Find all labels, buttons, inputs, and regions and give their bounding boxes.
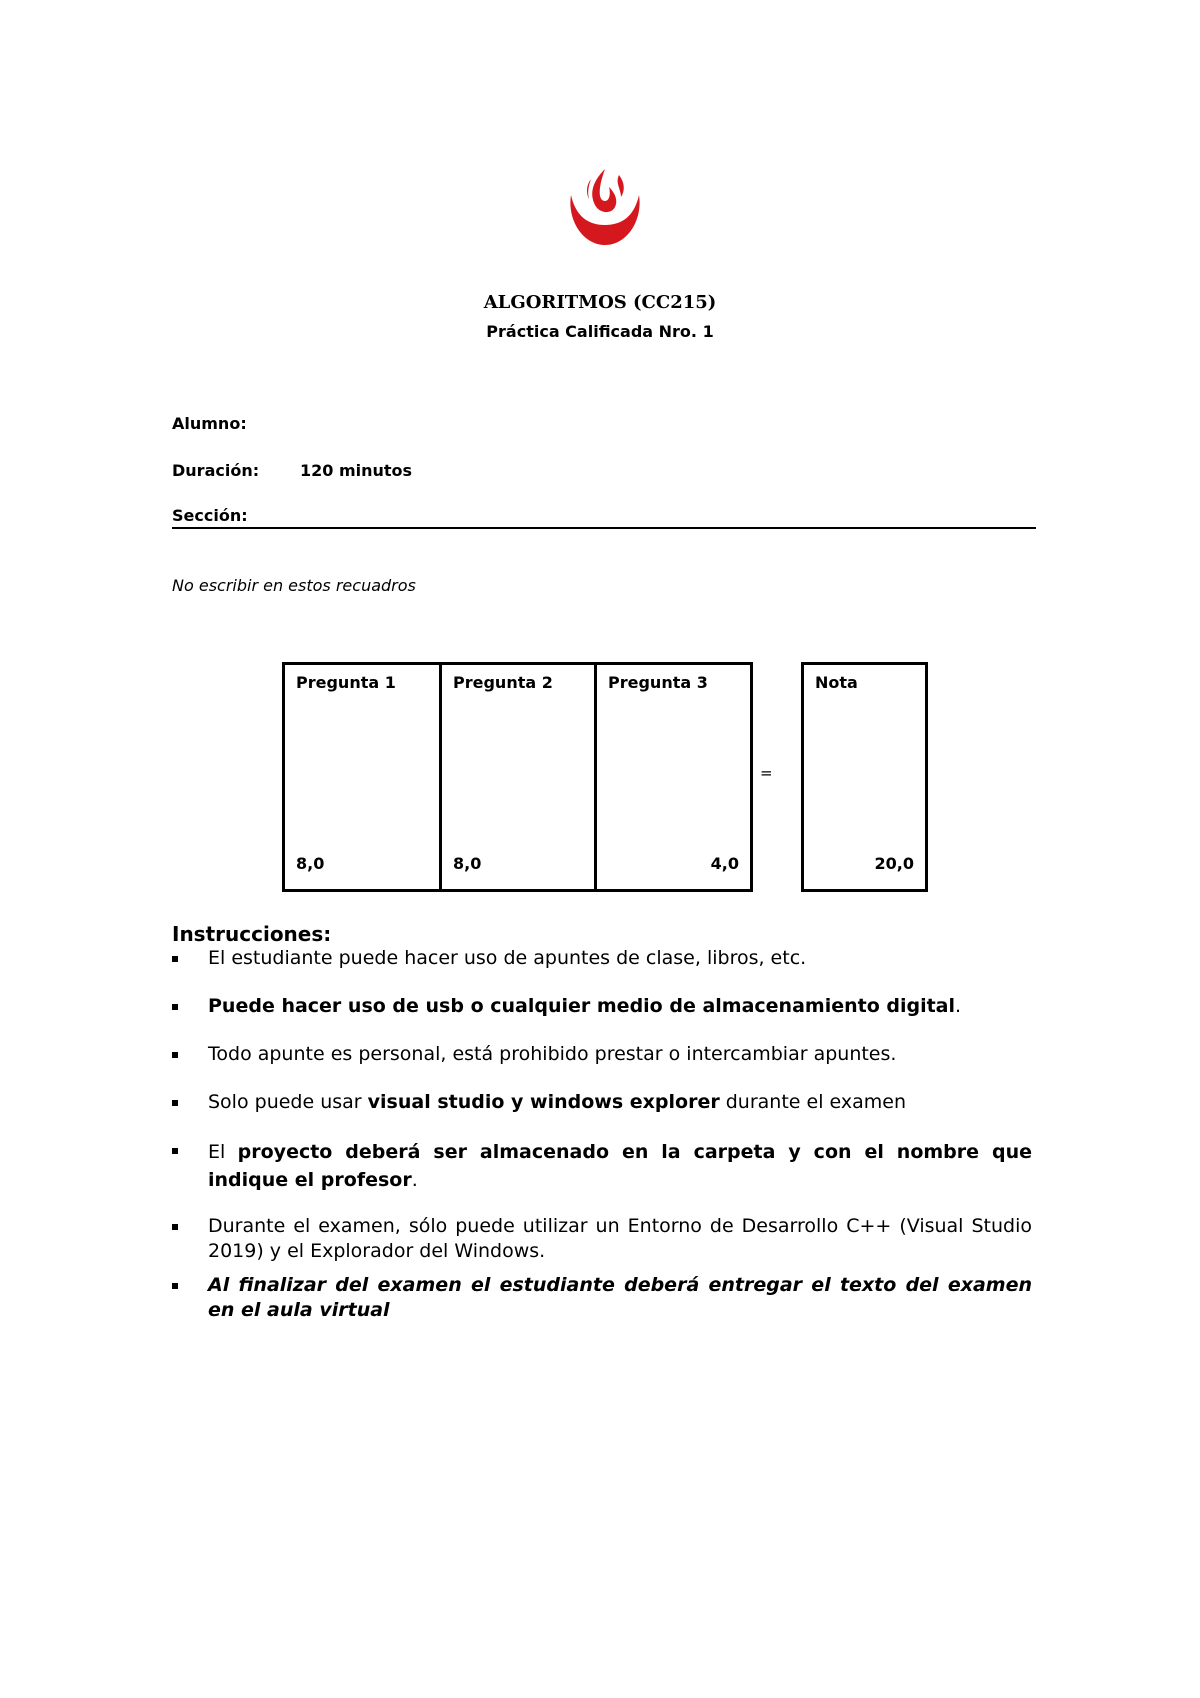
instructions-list [172, 946, 1032, 1323]
alumno-label: Alumno: [172, 414, 247, 433]
duracion-label: Duración: [172, 461, 260, 480]
exam-subtitle: Práctica Calificada Nro. 1 [486, 322, 714, 341]
instruction-item: Todo apunte es personal, está prohibido prestar o intercambiar apuntes. [172, 1042, 1032, 1067]
equals-sign: = [760, 764, 773, 782]
instructions-title: Instrucciones: [172, 922, 332, 946]
seccion-label: Sección: [172, 506, 248, 525]
score-box-label: Nota [815, 673, 858, 692]
instruction-item: Durante el examen, sólo puede utilizar un Entorno de Desarrollo C++ (Visual Studio 2019) y el Explorador del Windows. [172, 1214, 1032, 1264]
bullet-icon [172, 1148, 178, 1154]
header-divider [172, 527, 1036, 529]
instruction-item: Puede hacer uso de usb o cualquier medio de almacenamiento digital. [172, 994, 1032, 1019]
instruction-item: Al finalizar del examen el estudiante deberá entregar el texto del examen en el aula virtual [172, 1273, 1032, 1323]
score-box-max: 8,0 [296, 854, 325, 873]
bullet-icon [172, 1004, 178, 1010]
score-box-max: 8,0 [453, 854, 482, 873]
bullet-icon [172, 1100, 178, 1106]
score-box-label: Pregunta 2 [453, 673, 553, 692]
instruction-item: El estudiante puede hacer uso de apuntes de clase, libros, etc. [172, 946, 1032, 971]
grading-note: No escribir en estos recuadros [172, 576, 416, 595]
bullet-icon [172, 1283, 178, 1289]
score-box-pregunta-2 [439, 662, 597, 892]
score-box-label: Pregunta 1 [296, 673, 396, 692]
bullet-icon [172, 1224, 178, 1230]
duracion-value: 120 minutos [300, 461, 413, 480]
score-box-label: Pregunta 3 [608, 673, 708, 692]
bullet-icon [172, 956, 178, 962]
score-box-max: 20,0 [874, 854, 914, 873]
score-box-pregunta-1 [282, 662, 442, 892]
upc-flame-logo [565, 165, 645, 247]
score-box-max: 4,0 [710, 854, 739, 873]
course-title: ALGORITMOS (CC215) [483, 292, 717, 313]
score-box-nota [801, 662, 928, 892]
bullet-icon [172, 1052, 178, 1058]
instruction-item: Solo puede usar visual studio y windows explorer durante el examen [172, 1090, 1032, 1115]
score-box-pregunta-3 [594, 662, 753, 892]
instruction-item: El proyecto deberá ser almacenado en la carpeta y con el nombre que indique el profesor. [172, 1138, 1032, 1194]
